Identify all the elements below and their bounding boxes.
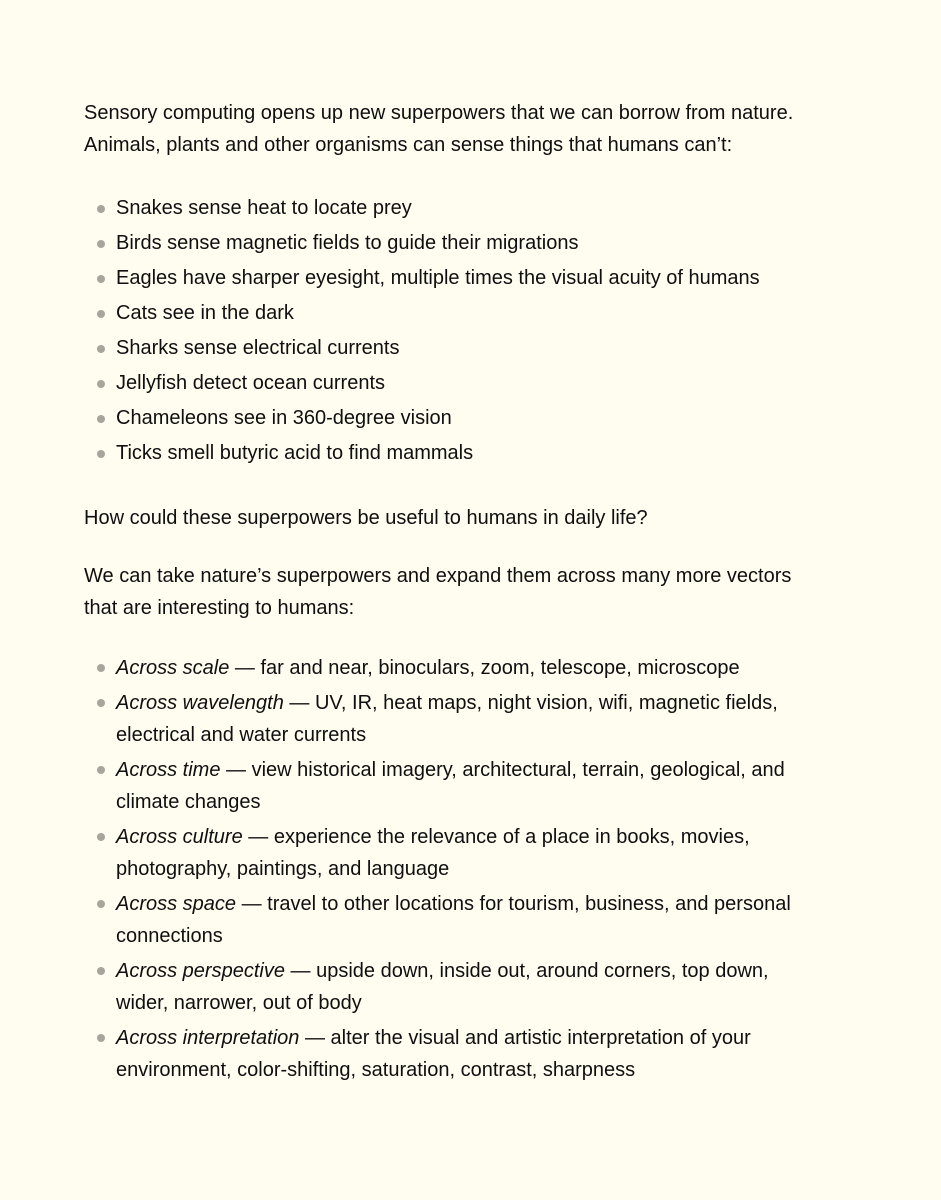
- vector-description: — view historical imagery, architectural, terrain, geological, and: [220, 759, 785, 781]
- intro-paragraph: [84, 97, 874, 161]
- bullet-icon: [97, 967, 105, 975]
- vector-item: [84, 888, 874, 952]
- list-item-text: Eagles have sharper eyesight, multiple times the visual acuity of humans: [116, 267, 760, 289]
- list-item: [84, 226, 874, 261]
- bullet-icon: [97, 415, 105, 423]
- list-item-text: Birds sense magnetic fields to guide their migrations: [116, 232, 579, 254]
- bullet-icon: [97, 450, 105, 458]
- nature-superpowers-list: [84, 191, 874, 471]
- vector-term: Across time: [116, 759, 221, 781]
- list-item: [84, 296, 874, 331]
- vector-description: — UV, IR, heat maps, night vision, wifi, magnetic fields,: [283, 692, 778, 714]
- vector-item: [84, 821, 874, 885]
- expand-paragraph: [84, 560, 874, 624]
- document-body: [84, 97, 874, 1089]
- list-item-text: Snakes sense heat to locate prey: [116, 197, 412, 219]
- list-item: [84, 261, 874, 296]
- vector-description-continued: electrical and water currents: [116, 724, 367, 746]
- list-item: [84, 366, 874, 401]
- bullet-icon: [97, 699, 105, 707]
- vector-term: Across culture: [116, 826, 243, 848]
- vector-item: [84, 754, 874, 818]
- bullet-icon: [97, 1034, 105, 1042]
- bullet-icon: [97, 345, 105, 353]
- vector-description: — far and near, binoculars, zoom, telescope, microscope: [229, 657, 740, 679]
- list-item-text: Sharks sense electrical currents: [116, 337, 400, 359]
- bullet-icon: [97, 275, 105, 283]
- list-item-text: Ticks smell butyric acid to find mammals: [116, 442, 474, 464]
- vector-description-continued: wider, narrower, out of body: [116, 992, 362, 1014]
- question-paragraph: How could these superpowers be useful to humans in daily life?: [84, 507, 648, 529]
- list-item-text: Cats see in the dark: [116, 302, 294, 324]
- list-item: [84, 331, 874, 366]
- intro-line: Animals, plants and other organisms can sense things that humans can’t:: [84, 134, 733, 156]
- vector-term: Across perspective: [116, 960, 285, 982]
- vector-term: Across space: [116, 893, 237, 915]
- vector-description: — alter the visual and artistic interpretation of your: [299, 1027, 751, 1049]
- bullet-icon: [97, 833, 105, 841]
- bullet-icon: [97, 205, 105, 213]
- vectors-list: [84, 652, 874, 1086]
- vector-description-continued: environment, color-shifting, saturation, contrast, sharpness: [116, 1059, 636, 1081]
- vector-description: — upside down, inside out, around corners, top down,: [284, 960, 769, 982]
- bullet-icon: [97, 766, 105, 774]
- bullet-icon: [97, 380, 105, 388]
- vector-item: [84, 1022, 874, 1086]
- vector-description: — experience the relevance of a place in books, movies,: [242, 826, 750, 848]
- vector-description-continued: photography, paintings, and language: [116, 858, 450, 880]
- intro-line: Sensory computing opens up new superpowers that we can borrow from nature.: [84, 102, 794, 124]
- list-item: [84, 401, 874, 436]
- vector-term: Across wavelength: [116, 692, 284, 714]
- vector-description-continued: connections: [116, 925, 223, 947]
- bullet-icon: [97, 664, 105, 672]
- expand-line: We can take nature’s superpowers and expand them across many more vectors: [84, 565, 792, 587]
- bullet-icon: [97, 900, 105, 908]
- bullet-icon: [97, 310, 105, 318]
- vector-item: [84, 687, 874, 751]
- list-item-text: Jellyfish detect ocean currents: [116, 372, 386, 394]
- vector-description-continued: climate changes: [116, 791, 261, 813]
- list-item: [84, 436, 874, 471]
- vector-description: — travel to other locations for tourism, business, and personal: [236, 893, 791, 915]
- vector-item: [84, 652, 874, 684]
- bullet-icon: [97, 240, 105, 248]
- list-item: [84, 191, 874, 226]
- vector-term: Across scale: [116, 657, 230, 679]
- expand-line: that are interesting to humans:: [84, 597, 355, 619]
- vector-item: [84, 955, 874, 1019]
- vector-term: Across interpretation: [116, 1027, 300, 1049]
- list-item-text: Chameleons see in 360-degree vision: [116, 407, 452, 429]
